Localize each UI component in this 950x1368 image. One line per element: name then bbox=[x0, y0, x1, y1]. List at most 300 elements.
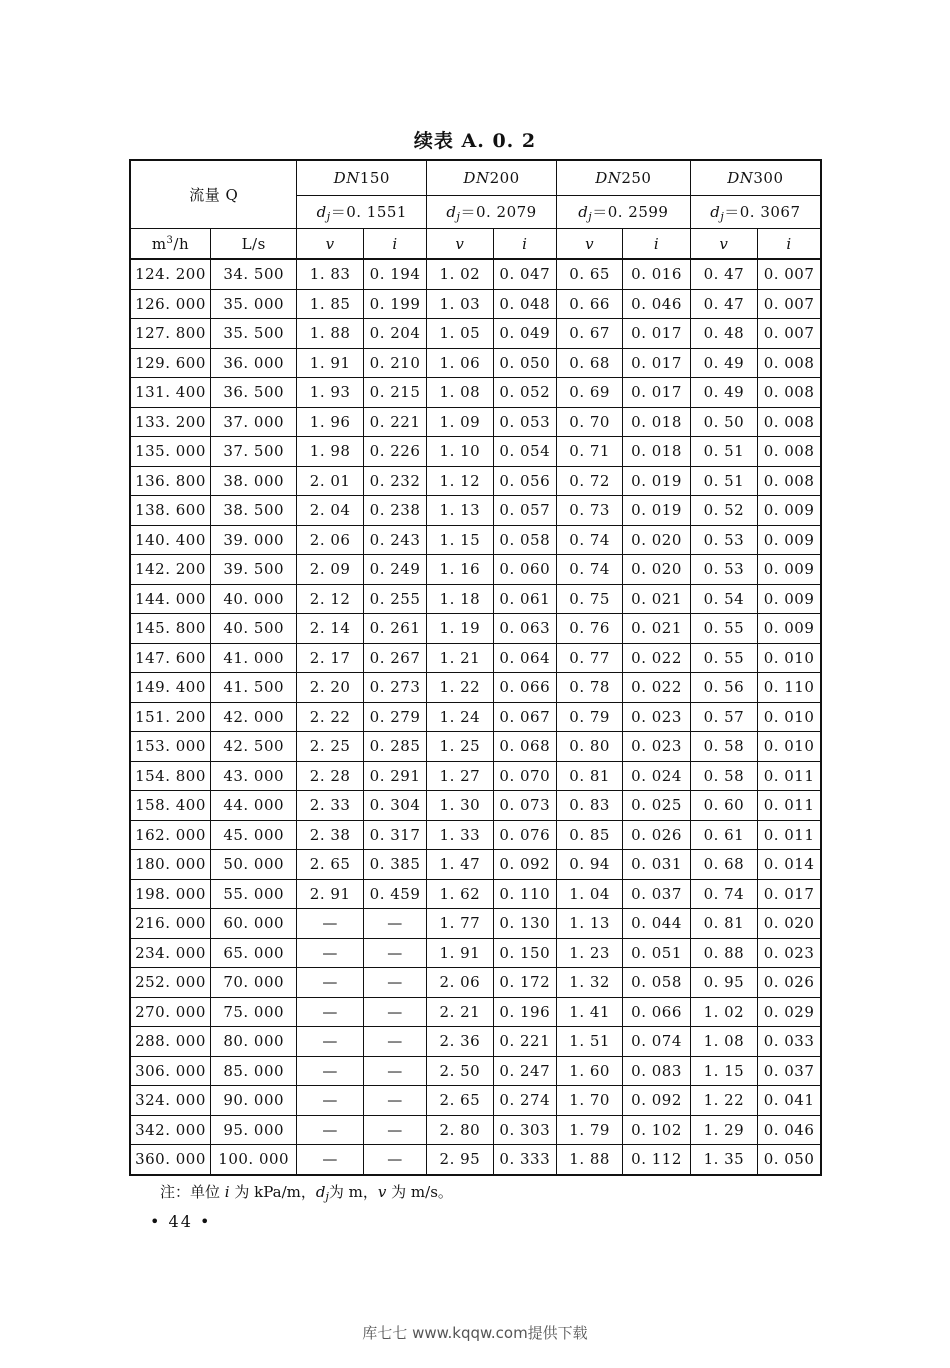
table-cell: 0. 051 bbox=[623, 938, 690, 968]
dn-header-250: DN250 bbox=[556, 160, 690, 196]
table-cell: 100. 000 bbox=[210, 1145, 297, 1175]
table-cell: — bbox=[297, 968, 363, 998]
i-header: i bbox=[493, 229, 556, 260]
table-row bbox=[130, 820, 821, 850]
table-cell: 0. 060 bbox=[493, 555, 556, 585]
table-cell: 1. 93 bbox=[297, 378, 363, 408]
table-cell: 0. 55 bbox=[690, 614, 757, 644]
table-cell: 0. 064 bbox=[493, 643, 556, 673]
table-cell: 1. 06 bbox=[427, 348, 493, 378]
table-cell: 0. 050 bbox=[493, 348, 556, 378]
table-cell: 0. 58 bbox=[690, 732, 757, 762]
table-cell: 0. 007 bbox=[758, 289, 821, 319]
table-cell: 0. 008 bbox=[758, 437, 821, 467]
table-cell: 1. 18 bbox=[427, 584, 493, 614]
table-cell: 0. 011 bbox=[758, 761, 821, 791]
table-cell: 1. 41 bbox=[556, 997, 622, 1027]
table-cell: 0. 067 bbox=[493, 702, 556, 732]
table-cell: 35. 500 bbox=[210, 319, 297, 349]
table-cell: 0. 052 bbox=[493, 378, 556, 408]
table-cell: — bbox=[297, 997, 363, 1027]
table-cell: 0. 61 bbox=[690, 820, 757, 850]
table-cell: 0. 068 bbox=[493, 732, 556, 762]
unit-m3h-header: $m^3/h$ bbox=[130, 229, 210, 260]
table-row bbox=[130, 850, 821, 880]
table-cell: 1. 05 bbox=[427, 319, 493, 349]
table-cell: 2. 17 bbox=[297, 643, 363, 673]
table-cell: 0. 083 bbox=[623, 1056, 690, 1086]
table-cell: 1. 32 bbox=[556, 968, 622, 998]
table-row bbox=[130, 643, 821, 673]
table-cell: 0. 80 bbox=[556, 732, 622, 762]
table-cell: 1. 02 bbox=[427, 259, 493, 289]
table-cell: 0. 049 bbox=[493, 319, 556, 349]
table-cell: 0. 261 bbox=[363, 614, 426, 644]
table-cell: 95. 000 bbox=[210, 1115, 297, 1145]
table-cell: 1. 47 bbox=[427, 850, 493, 880]
table-cell: 288. 000 bbox=[130, 1027, 210, 1057]
table-cell: 0. 77 bbox=[556, 643, 622, 673]
table-cell: 0. 54 bbox=[690, 584, 757, 614]
v-header: v bbox=[690, 229, 757, 260]
table-cell: 1. 19 bbox=[427, 614, 493, 644]
table-cell: 142. 200 bbox=[130, 555, 210, 585]
table-cell: — bbox=[297, 909, 363, 939]
table-cell: 0. 037 bbox=[758, 1056, 821, 1086]
table-cell: 0. 291 bbox=[363, 761, 426, 791]
table-cell: 0. 249 bbox=[363, 555, 426, 585]
table-cell: 0. 022 bbox=[623, 673, 690, 703]
table-cell: 0. 72 bbox=[556, 466, 622, 496]
table-row bbox=[130, 761, 821, 791]
table-cell: 0. 55 bbox=[690, 643, 757, 673]
table-cell: 0. 58 bbox=[690, 761, 757, 791]
table-row bbox=[130, 259, 821, 289]
table-cell: 1. 15 bbox=[427, 525, 493, 555]
table-cell: 1. 15 bbox=[690, 1056, 757, 1086]
dn-header-200: DN200 bbox=[427, 160, 557, 196]
table-cell: 0. 009 bbox=[758, 496, 821, 526]
table-cell: 1. 77 bbox=[427, 909, 493, 939]
table-cell: 0. 008 bbox=[758, 407, 821, 437]
table-cell: 0. 056 bbox=[493, 466, 556, 496]
table-cell: 41. 000 bbox=[210, 643, 297, 673]
table-cell: 0. 054 bbox=[493, 437, 556, 467]
table-cell: 50. 000 bbox=[210, 850, 297, 880]
table-cell: 0. 285 bbox=[363, 732, 426, 762]
table-cell: 0. 67 bbox=[556, 319, 622, 349]
table-cell: 2. 12 bbox=[297, 584, 363, 614]
table-row bbox=[130, 378, 821, 408]
table-cell: 0. 058 bbox=[493, 525, 556, 555]
table-cell: 0. 026 bbox=[623, 820, 690, 850]
table-cell: 0. 317 bbox=[363, 820, 426, 850]
table-cell: — bbox=[363, 1027, 426, 1057]
table-cell: — bbox=[297, 1145, 363, 1175]
table-cell: 0. 273 bbox=[363, 673, 426, 703]
table-cell: 1. 16 bbox=[427, 555, 493, 585]
table-cell: 1. 62 bbox=[427, 879, 493, 909]
table-cell: 41. 500 bbox=[210, 673, 297, 703]
table-cell: 0. 247 bbox=[493, 1056, 556, 1086]
table-cell: 0. 76 bbox=[556, 614, 622, 644]
table-title: 续表 A. 0. 2 bbox=[413, 130, 537, 152]
table-cell: 0. 53 bbox=[690, 555, 757, 585]
table-cell: 149. 400 bbox=[130, 673, 210, 703]
table-cell: 2. 21 bbox=[427, 997, 493, 1027]
pipe-flow-table bbox=[129, 159, 822, 1176]
table-cell: 0. 51 bbox=[690, 437, 757, 467]
unit-ls-header: L/s bbox=[210, 229, 297, 260]
table-cell: 1. 51 bbox=[556, 1027, 622, 1057]
table-cell: 0. 74 bbox=[556, 525, 622, 555]
table-cell: — bbox=[363, 1115, 426, 1145]
table-cell: 1. 24 bbox=[427, 702, 493, 732]
table-cell: 0. 050 bbox=[758, 1145, 821, 1175]
table-cell: 0. 063 bbox=[493, 614, 556, 644]
table-cell: 80. 000 bbox=[210, 1027, 297, 1057]
table-cell: 0. 023 bbox=[758, 938, 821, 968]
table-cell: 0. 029 bbox=[758, 997, 821, 1027]
table-cell: 39. 500 bbox=[210, 555, 297, 585]
table-cell: 0. 008 bbox=[758, 466, 821, 496]
table-cell: 0. 47 bbox=[690, 259, 757, 289]
table-cell: 0. 74 bbox=[556, 555, 622, 585]
table-cell: 1. 13 bbox=[556, 909, 622, 939]
table-cell: 1. 30 bbox=[427, 791, 493, 821]
table-cell: 0. 88 bbox=[690, 938, 757, 968]
table-cell: 1. 12 bbox=[427, 466, 493, 496]
download-footer: 库七七 www.kqqw.com提供下载 bbox=[362, 1324, 588, 1342]
table-cell: 0. 83 bbox=[556, 791, 622, 821]
table-cell: 0. 74 bbox=[690, 879, 757, 909]
table-cell: 1. 04 bbox=[556, 879, 622, 909]
table-cell: 0. 49 bbox=[690, 348, 757, 378]
table-cell: 0. 007 bbox=[758, 319, 821, 349]
table-cell: 0. 008 bbox=[758, 348, 821, 378]
table-cell: 0. 053 bbox=[493, 407, 556, 437]
table-cell: 0. 058 bbox=[623, 968, 690, 998]
table-cell: — bbox=[297, 1086, 363, 1116]
table-cell: 0. 110 bbox=[758, 673, 821, 703]
table-cell: 0. 204 bbox=[363, 319, 426, 349]
table-cell: 0. 092 bbox=[623, 1086, 690, 1116]
table-cell: 0. 011 bbox=[758, 820, 821, 850]
table-cell: 0. 130 bbox=[493, 909, 556, 939]
page-number: • 44 • bbox=[150, 1212, 212, 1231]
table-cell: 2. 65 bbox=[427, 1086, 493, 1116]
table-cell: 2. 01 bbox=[297, 466, 363, 496]
table-cell: 0. 066 bbox=[493, 673, 556, 703]
table-cell: — bbox=[363, 1056, 426, 1086]
table-cell: 0. 385 bbox=[363, 850, 426, 880]
table-cell: 2. 22 bbox=[297, 702, 363, 732]
dj-header-200: $d_j=0$. 2079 bbox=[427, 196, 557, 229]
table-cell: 0. 56 bbox=[690, 673, 757, 703]
v-header: v bbox=[297, 229, 363, 260]
table-cell: 1. 03 bbox=[427, 289, 493, 319]
table-cell: 180. 000 bbox=[130, 850, 210, 880]
table-cell: 0. 304 bbox=[363, 791, 426, 821]
table-cell: 0. 025 bbox=[623, 791, 690, 821]
table-cell: 0. 94 bbox=[556, 850, 622, 880]
table-cell: 0. 022 bbox=[623, 643, 690, 673]
table-cell: 0. 010 bbox=[758, 702, 821, 732]
table-cell: 0. 79 bbox=[556, 702, 622, 732]
dj-header-150: $d_j=0$. 1551 bbox=[297, 196, 427, 229]
table-cell: 2. 50 bbox=[427, 1056, 493, 1086]
table-cell: 0. 70 bbox=[556, 407, 622, 437]
table-row bbox=[130, 437, 821, 467]
i-header: i bbox=[363, 229, 426, 260]
table-row bbox=[130, 791, 821, 821]
table-cell: 38. 000 bbox=[210, 466, 297, 496]
table-cell: 0. 007 bbox=[758, 259, 821, 289]
table-cell: 0. 018 bbox=[623, 407, 690, 437]
table-cell: 40. 000 bbox=[210, 584, 297, 614]
table-cell: 2. 38 bbox=[297, 820, 363, 850]
table-note: 注：单位 i 为 kPa/m，$d_j$为 m，v 为 m/s。 bbox=[160, 1183, 453, 1203]
table-cell: 136. 800 bbox=[130, 466, 210, 496]
table-row bbox=[130, 289, 821, 319]
table-cell: — bbox=[363, 909, 426, 939]
table-cell: 0. 232 bbox=[363, 466, 426, 496]
table-cell: 0. 238 bbox=[363, 496, 426, 526]
table-row bbox=[130, 968, 821, 998]
table-cell: 0. 066 bbox=[623, 997, 690, 1027]
table-cell: 0. 95 bbox=[690, 968, 757, 998]
table-cell: 324. 000 bbox=[130, 1086, 210, 1116]
table-row bbox=[130, 1115, 821, 1145]
table-cell: 0. 031 bbox=[623, 850, 690, 880]
table-cell: 1. 70 bbox=[556, 1086, 622, 1116]
table-cell: 2. 36 bbox=[427, 1027, 493, 1057]
table-cell: 0. 53 bbox=[690, 525, 757, 555]
table-row bbox=[130, 879, 821, 909]
table-cell: 90. 000 bbox=[210, 1086, 297, 1116]
table-cell: 1. 22 bbox=[427, 673, 493, 703]
table-cell: 43. 000 bbox=[210, 761, 297, 791]
table-row bbox=[130, 319, 821, 349]
table-cell: 42. 000 bbox=[210, 702, 297, 732]
table-cell: 0. 014 bbox=[758, 850, 821, 880]
table-cell: 234. 000 bbox=[130, 938, 210, 968]
table-cell: 0. 011 bbox=[758, 791, 821, 821]
table-cell: — bbox=[363, 938, 426, 968]
table-cell: 1. 91 bbox=[297, 348, 363, 378]
table-row bbox=[130, 614, 821, 644]
table-cell: 1. 21 bbox=[427, 643, 493, 673]
table-cell: 270. 000 bbox=[130, 997, 210, 1027]
table-cell: 2. 06 bbox=[297, 525, 363, 555]
table-cell: 0. 49 bbox=[690, 378, 757, 408]
table-cell: 0. 044 bbox=[623, 909, 690, 939]
table-cell: 0. 73 bbox=[556, 496, 622, 526]
table-cell: 0. 017 bbox=[623, 348, 690, 378]
table-cell: 1. 02 bbox=[690, 997, 757, 1027]
table-cell: 1. 35 bbox=[690, 1145, 757, 1175]
table-cell: 0. 076 bbox=[493, 820, 556, 850]
table-cell: 0. 199 bbox=[363, 289, 426, 319]
table-cell: 0. 150 bbox=[493, 938, 556, 968]
table-cell: 0. 279 bbox=[363, 702, 426, 732]
table-cell: 0. 019 bbox=[623, 496, 690, 526]
table-cell: 0. 81 bbox=[556, 761, 622, 791]
table-cell: 138. 600 bbox=[130, 496, 210, 526]
table-cell: 0. 070 bbox=[493, 761, 556, 791]
table-cell: 0. 68 bbox=[690, 850, 757, 880]
table-cell: 0. 66 bbox=[556, 289, 622, 319]
table-cell: 1. 22 bbox=[690, 1086, 757, 1116]
table-cell: 0. 017 bbox=[623, 319, 690, 349]
table-cell: 135. 000 bbox=[130, 437, 210, 467]
table-cell: 144. 000 bbox=[130, 584, 210, 614]
table-cell: 0. 81 bbox=[690, 909, 757, 939]
table-cell: 0. 194 bbox=[363, 259, 426, 289]
table-cell: 36. 000 bbox=[210, 348, 297, 378]
table-cell: 70. 000 bbox=[210, 968, 297, 998]
table-cell: 1. 83 bbox=[297, 259, 363, 289]
table-cell: 0. 092 bbox=[493, 850, 556, 880]
table-cell: 0. 50 bbox=[690, 407, 757, 437]
table-cell: 158. 400 bbox=[130, 791, 210, 821]
table-cell: 1. 85 bbox=[297, 289, 363, 319]
table-row bbox=[130, 466, 821, 496]
table-cell: 0. 010 bbox=[758, 643, 821, 673]
table-body bbox=[130, 259, 821, 1175]
table-cell: 151. 200 bbox=[130, 702, 210, 732]
table-cell: 0. 016 bbox=[623, 259, 690, 289]
table-row bbox=[130, 1056, 821, 1086]
table-cell: 35. 000 bbox=[210, 289, 297, 319]
table-row bbox=[130, 673, 821, 703]
table-cell: 2. 14 bbox=[297, 614, 363, 644]
table-cell: 2. 09 bbox=[297, 555, 363, 585]
table-row bbox=[130, 525, 821, 555]
table-row bbox=[130, 938, 821, 968]
table-cell: 0. 020 bbox=[758, 909, 821, 939]
table-cell: 44. 000 bbox=[210, 791, 297, 821]
table-cell: 0. 333 bbox=[493, 1145, 556, 1175]
table-cell: 2. 65 bbox=[297, 850, 363, 880]
table-cell: 216. 000 bbox=[130, 909, 210, 939]
table-cell: 0. 65 bbox=[556, 259, 622, 289]
table-cell: 0. 68 bbox=[556, 348, 622, 378]
table-cell: 127. 800 bbox=[130, 319, 210, 349]
flow-label: 流量 Q bbox=[189, 186, 239, 204]
table-cell: 0. 60 bbox=[690, 791, 757, 821]
table-cell: 0. 274 bbox=[493, 1086, 556, 1116]
table-cell: 34. 500 bbox=[210, 259, 297, 289]
table-cell: 0. 074 bbox=[623, 1027, 690, 1057]
dj-header-300: $d_j=0$. 3067 bbox=[690, 196, 821, 229]
table-cell: 45. 000 bbox=[210, 820, 297, 850]
v-header: v bbox=[556, 229, 622, 260]
table-cell: 38. 500 bbox=[210, 496, 297, 526]
table-cell: 147. 600 bbox=[130, 643, 210, 673]
table-cell: 85. 000 bbox=[210, 1056, 297, 1086]
table-cell: 0. 75 bbox=[556, 584, 622, 614]
table-cell: 0. 021 bbox=[623, 584, 690, 614]
table-cell: 1. 09 bbox=[427, 407, 493, 437]
table-cell: 37. 000 bbox=[210, 407, 297, 437]
table-cell: 0. 037 bbox=[623, 879, 690, 909]
table-cell: 0. 303 bbox=[493, 1115, 556, 1145]
table-cell: 0. 047 bbox=[493, 259, 556, 289]
v-header: v bbox=[427, 229, 493, 260]
table-cell: 0. 255 bbox=[363, 584, 426, 614]
table-cell: 0. 023 bbox=[623, 702, 690, 732]
table-cell: 252. 000 bbox=[130, 968, 210, 998]
dj-header-250: $d_j=0$. 2599 bbox=[556, 196, 690, 229]
table-cell: 1. 25 bbox=[427, 732, 493, 762]
table-cell: 0. 69 bbox=[556, 378, 622, 408]
table-cell: 0. 57 bbox=[690, 702, 757, 732]
table-cell: 0. 041 bbox=[758, 1086, 821, 1116]
table-cell: 0. 057 bbox=[493, 496, 556, 526]
table-cell: 2. 33 bbox=[297, 791, 363, 821]
table-cell: 0. 267 bbox=[363, 643, 426, 673]
table-cell: 2. 06 bbox=[427, 968, 493, 998]
table-cell: 0. 459 bbox=[363, 879, 426, 909]
table-row bbox=[130, 732, 821, 762]
table-cell: 2. 80 bbox=[427, 1115, 493, 1145]
table-cell: 0. 52 bbox=[690, 496, 757, 526]
table-cell: 0. 073 bbox=[493, 791, 556, 821]
table-cell: 42. 500 bbox=[210, 732, 297, 762]
table-cell: 2. 04 bbox=[297, 496, 363, 526]
table-cell: 126. 000 bbox=[130, 289, 210, 319]
table-cell: 0. 009 bbox=[758, 555, 821, 585]
table-cell: 129. 600 bbox=[130, 348, 210, 378]
table-cell: 0. 51 bbox=[690, 466, 757, 496]
table-cell: 1. 79 bbox=[556, 1115, 622, 1145]
table-cell: 154. 800 bbox=[130, 761, 210, 791]
table-cell: 2. 28 bbox=[297, 761, 363, 791]
table-cell: 1. 27 bbox=[427, 761, 493, 791]
table-cell: 1. 10 bbox=[427, 437, 493, 467]
table-cell: 0. 061 bbox=[493, 584, 556, 614]
flow-header bbox=[130, 160, 297, 229]
table-cell: 124. 200 bbox=[130, 259, 210, 289]
table-cell: — bbox=[297, 1027, 363, 1057]
table-cell: 0. 226 bbox=[363, 437, 426, 467]
table-cell: 2. 91 bbox=[297, 879, 363, 909]
table-cell: 36. 500 bbox=[210, 378, 297, 408]
table-cell: 0. 221 bbox=[493, 1027, 556, 1057]
table-cell: — bbox=[297, 1056, 363, 1086]
table-cell: 1. 96 bbox=[297, 407, 363, 437]
i-header: i bbox=[623, 229, 690, 260]
table-cell: — bbox=[297, 938, 363, 968]
table-cell: 1. 88 bbox=[556, 1145, 622, 1175]
table-cell: 0. 048 bbox=[493, 289, 556, 319]
table-cell: 40. 500 bbox=[210, 614, 297, 644]
dn-header-150: DN150 bbox=[297, 160, 427, 196]
table-cell: — bbox=[363, 1086, 426, 1116]
table-cell: 65. 000 bbox=[210, 938, 297, 968]
table-cell: 2. 20 bbox=[297, 673, 363, 703]
table-row bbox=[130, 496, 821, 526]
table-cell: 37. 500 bbox=[210, 437, 297, 467]
table-cell: 1. 33 bbox=[427, 820, 493, 850]
table-cell: 162. 000 bbox=[130, 820, 210, 850]
table-cell: 1. 98 bbox=[297, 437, 363, 467]
table-cell: 133. 200 bbox=[130, 407, 210, 437]
table-cell: 1. 88 bbox=[297, 319, 363, 349]
table-cell: 0. 008 bbox=[758, 378, 821, 408]
table-cell: 0. 009 bbox=[758, 614, 821, 644]
